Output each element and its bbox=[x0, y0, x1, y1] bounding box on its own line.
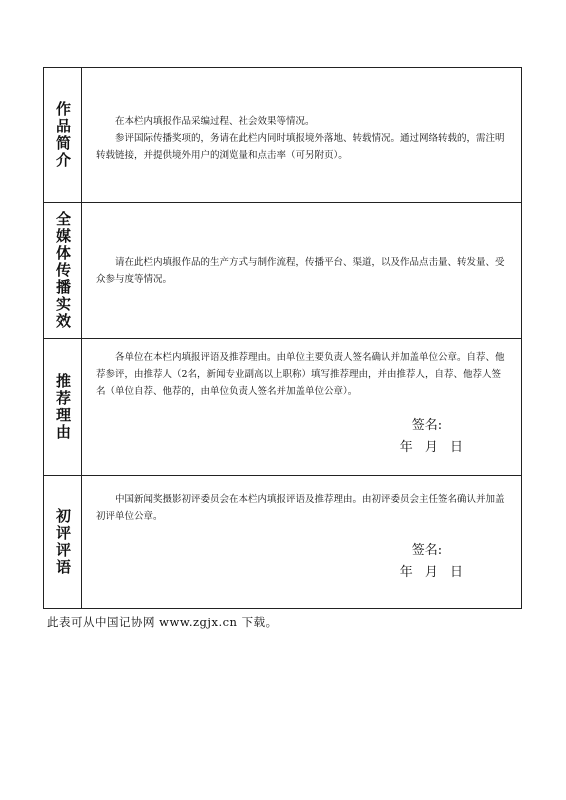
row-label-review: 初评评语 bbox=[54, 508, 72, 576]
content-cell-media[interactable] bbox=[82, 203, 521, 338]
form-table bbox=[43, 67, 522, 609]
content-cell-review[interactable] bbox=[82, 476, 521, 608]
row-recommend bbox=[44, 338, 521, 475]
row-review bbox=[44, 475, 521, 608]
recommend-sign-block bbox=[400, 415, 463, 459]
review-sign-label: 签名: bbox=[411, 543, 443, 558]
label-cell-review bbox=[44, 476, 82, 608]
content-cell-recommend[interactable] bbox=[82, 339, 521, 475]
content-cell-intro[interactable] bbox=[82, 68, 521, 202]
row-intro bbox=[44, 68, 521, 202]
label-cell-recommend bbox=[44, 339, 82, 475]
row-media bbox=[44, 202, 521, 338]
label-cell-media bbox=[44, 203, 82, 338]
download-note: 此表可从中国记协网 www.zgjx.cn 下载。 bbox=[47, 615, 278, 629]
recommend-date-label: 年 月 日 bbox=[399, 440, 463, 455]
row-label-media: 全媒体传播实效 bbox=[54, 211, 72, 330]
review-date-label: 年 月 日 bbox=[399, 565, 463, 580]
media-paragraph-1: 请在此栏内填报作品的生产方式与制作流程，传播平台、渠道，以及作品点击量、转发量、受众参与度等情况。 bbox=[96, 257, 505, 285]
label-cell-intro bbox=[44, 68, 82, 202]
intro-paragraph-1: 在本栏内填报作品采编过程、社会效果等情况。 bbox=[115, 116, 315, 127]
intro-paragraph-2: 参评国际传播奖项的，务请在此栏内同时填报境外落地、转载情况。通过网络转载的，需注明转载链接，并提供境外用户的浏览量和点击率（可另附页）。 bbox=[96, 133, 505, 161]
recommend-paragraph-1: 各单位在本栏内填报评语及推荐理由。由单位主要负责人签名确认并加盖单位公章。自荐、他荐参评，由推荐人（2名，新闻专业副高以上职称）填写推荐理由，并由推荐人，自荐、他荐人签名（单位自荐、他荐的，由单位负责人签名并加盖单位公章）。 bbox=[96, 352, 505, 397]
row-label-recommend: 推荐理由 bbox=[54, 373, 72, 441]
review-sign-block bbox=[400, 540, 463, 584]
row-label-intro: 作品简介 bbox=[54, 101, 72, 169]
recommend-sign-label: 签名: bbox=[411, 418, 443, 433]
review-paragraph-1: 中国新闻奖摄影初评委员会在本栏内填报评语及推荐理由。由初评委员会主任签名确认并加盖初评单位公章。 bbox=[96, 494, 505, 522]
